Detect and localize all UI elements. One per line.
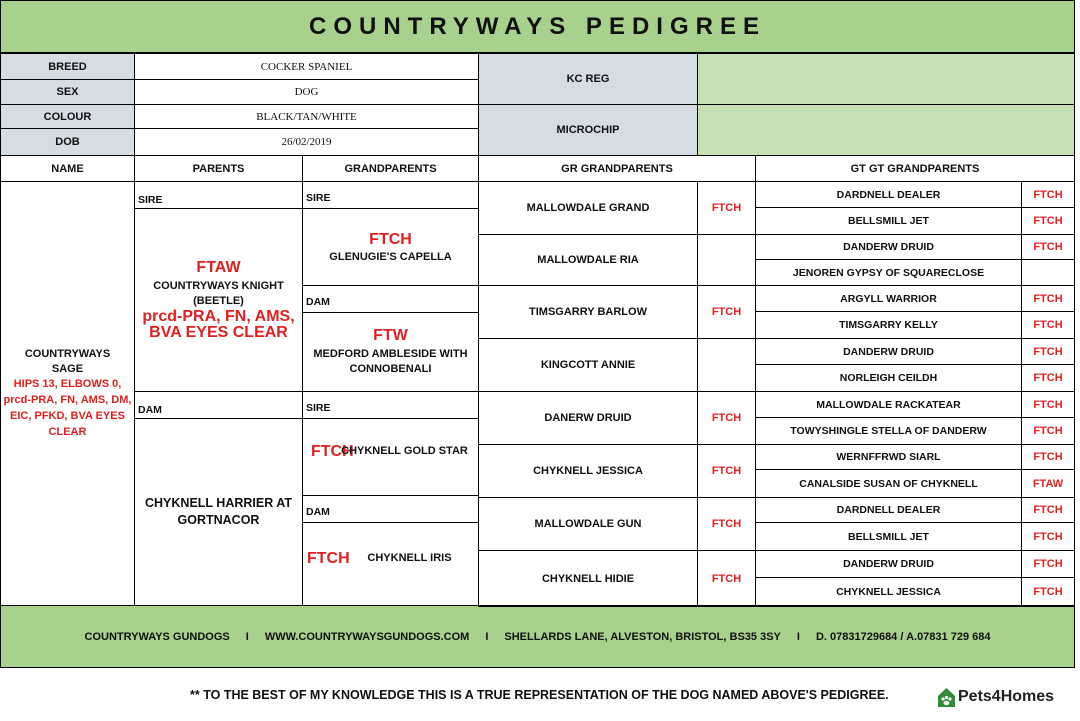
dog-name-line2: SAGE [51,362,84,375]
footer-company: COUNTRYWAYS GUNDOGS [84,630,230,643]
dog-cell [0,181,135,606]
gtgt-grandparent-name: BELLSMILL JET [755,207,1022,235]
gtgt-grandparent-title: FTCH [1021,550,1075,578]
gtgt-grandparent-title: FTCH [1021,444,1075,470]
gtgt-grandparent-title: FTCH [1021,311,1075,339]
gr-grandparent-title: FTCH [697,550,756,607]
footer-separator-2: I [485,630,489,643]
gp4-cell [302,522,479,606]
logo-text: Pets4Homes [958,688,1055,705]
gr-grandparent-title: FTCH [697,391,756,445]
gtgt-grandparent-title [1021,259,1075,286]
sire-title: FTAW [196,259,241,276]
house-paw-icon [937,686,956,708]
gtgt-grandparent-name: CANALSIDE SUSAN OF CHYKNELL [755,469,1022,498]
gp4-name: CHYKNELL IRIS [367,552,452,564]
gp-dam2-label-cell [302,495,479,523]
gtgt-grandparent-title: FTCH [1021,391,1075,418]
gtgt-grandparent-title: FTCH [1021,577,1075,607]
gtgt-grandparent-title: FTCH [1021,285,1075,312]
gtgt-grandparent-title: FTCH [1021,181,1075,208]
gp-dam-label-cell [302,285,479,313]
gp2-title: FTW [373,327,408,344]
header-name: NAME [0,155,135,182]
gtgt-grandparent-title: FTCH [1021,417,1075,445]
gr-grandparent-title [697,234,756,286]
colour-label: COLOUR [0,104,135,129]
gp1-cell [302,208,479,286]
gr-grandparent-name: MALLOWDALE GUN [478,497,698,551]
dam-name: CHYKNELL HARRIER AT GORTNACOR [145,496,292,527]
gr-grandparent-name: TIMSGARRY BARLOW [478,285,698,339]
dam-cell [134,418,303,606]
gtgt-grandparent-name: JENOREN GYPSY OF SQUARECLOSE [755,259,1022,286]
gr-grandparent-name: DANERW DRUID [478,391,698,445]
footer-address: SHELLARDS LANE, ALVESTON, BRISTOL, BS35 3SY [504,630,781,643]
footer-phone: D. 07831729684 / A.07831 729 684 [815,630,991,643]
sex-label: SEX [0,79,135,105]
gtgt-grandparent-name: NORLEIGH CEILDH [755,364,1022,392]
gr-grandparent-name: MALLOWDALE GRAND [478,181,698,235]
gtgt-grandparent-title: FTCH [1021,497,1075,523]
gp3-label: SIRE [306,402,331,414]
dam-label-cell [134,391,303,419]
gp3-cell [302,418,479,496]
gp2-label: DAM [306,296,330,308]
gp1-title: FTCH [369,231,412,248]
microchip-label: MICROCHIP [478,104,698,156]
gtgt-grandparent-title: FTCH [1021,522,1075,551]
footer-bar [0,605,1075,668]
breed-label: BREED [0,53,135,80]
title-bar [0,0,1075,53]
sire-name: COUNTRYWAYS KNIGHT (BEETLE) [153,280,284,307]
microchip-value [697,104,1075,156]
gr-grandparent-title: FTCH [697,181,756,235]
dob-value: 26/02/2019 [134,128,479,156]
header-gr-grandparents: GR GRANDPARENTS [478,155,756,182]
gp-sire-label-cell [302,181,479,209]
footer-website[interactable]: WWW.COUNTRYWAYSGUNDOGS.COM [264,630,470,643]
gtgt-grandparent-name: DARDNELL DEALER [755,181,1022,208]
gp2-cell [302,312,479,392]
gtgt-grandparent-name: WERNFFRWD SIARL [755,444,1022,470]
sire-health: prcd-PRA, FN, AMS, BVA EYES CLEAR [142,308,295,341]
gtgt-grandparent-title: FTCH [1021,207,1075,235]
dog-name-line1: COUNTRYWAYS [24,347,111,360]
sire-label-cell [134,181,303,209]
dam-label: DAM [138,404,162,416]
gtgt-grandparent-name: CHYKNELL JESSICA [755,577,1022,607]
gr-grandparent-name: CHYKNELL HIDIE [478,550,698,607]
sex-value: DOG [134,79,479,105]
gtgt-grandparent-title: FTCH [1021,338,1075,365]
kc-reg-value [697,53,1075,105]
gp3-title: FTCH [311,443,354,460]
gtgt-grandparent-name: MALLOWDALE RACKATEAR [755,391,1022,418]
gtgt-grandparent-name: DANDERW DRUID [755,550,1022,578]
gtgt-grandparent-name: DANDERW DRUID [755,338,1022,365]
page-title: COUNTRYWAYS PEDIGREE [309,12,766,40]
gp1-label: SIRE [306,192,331,204]
gtgt-grandparent-title: FTCH [1021,364,1075,392]
sire-cell [134,208,303,392]
pets4homes-logo[interactable] [937,686,1054,708]
footer-separator-3: I [796,630,800,643]
gr-grandparent-title: FTCH [697,285,756,339]
sire-label: SIRE [138,194,163,206]
gr-grandparent-name: CHYKNELL JESSICA [478,444,698,498]
disclaimer: ** TO THE BEST OF MY KNOWLEDGE THIS IS A TRUE REPRESENTATION OF THE DOG NAMED ABOVE'S PEDIGREE. [190,688,889,702]
header-gtgt-grandparents: GT GT GRANDPARENTS [755,155,1075,182]
gp3-name: CHYKNELL GOLD STAR [341,445,468,457]
gp2-name: MEDFORD AMBLESIDE WITH CONNOBENALI [313,348,468,375]
gr-grandparent-title: FTCH [697,444,756,498]
gr-grandparent-name: KINGCOTT ANNIE [478,338,698,392]
gtgt-grandparent-name: TIMSGARRY KELLY [755,311,1022,339]
gtgt-grandparent-name: ARGYLL WARRIOR [755,285,1022,312]
gp4-title: FTCH [307,550,350,567]
header-parents: PARENTS [134,155,303,182]
gtgt-grandparent-name: BELLSMILL JET [755,522,1022,551]
colour-value: BLACK/TAN/WHITE [134,104,479,129]
breed-value: COCKER SPANIEL [134,53,479,80]
dob-label: DOB [0,128,135,156]
gp1-name: GLENUGIE'S CAPELLA [329,251,452,263]
gtgt-grandparent-title: FTAW [1021,469,1075,498]
gr-grandparent-title [697,338,756,392]
kc-reg-label: KC REG [478,53,698,105]
gtgt-grandparent-name: TOWYSHINGLE STELLA OF DANDERW [755,417,1022,445]
dog-health: HIPS 13, ELBOWS 0, prcd-PRA, FN, AMS, DM, EIC, PFKD, BVA EYES CLEAR [3,377,132,438]
gp-sire2-label-cell [302,391,479,419]
footer-separator-1: I [245,630,249,643]
gtgt-grandparent-name: DANDERW DRUID [755,234,1022,260]
gtgt-grandparent-title: FTCH [1021,234,1075,260]
gr-grandparent-title: FTCH [697,497,756,551]
gp4-label: DAM [306,506,330,518]
gr-grandparent-name: MALLOWDALE RIA [478,234,698,286]
header-grandparents: GRANDPARENTS [302,155,479,182]
gtgt-grandparent-name: DARDNELL DEALER [755,497,1022,523]
